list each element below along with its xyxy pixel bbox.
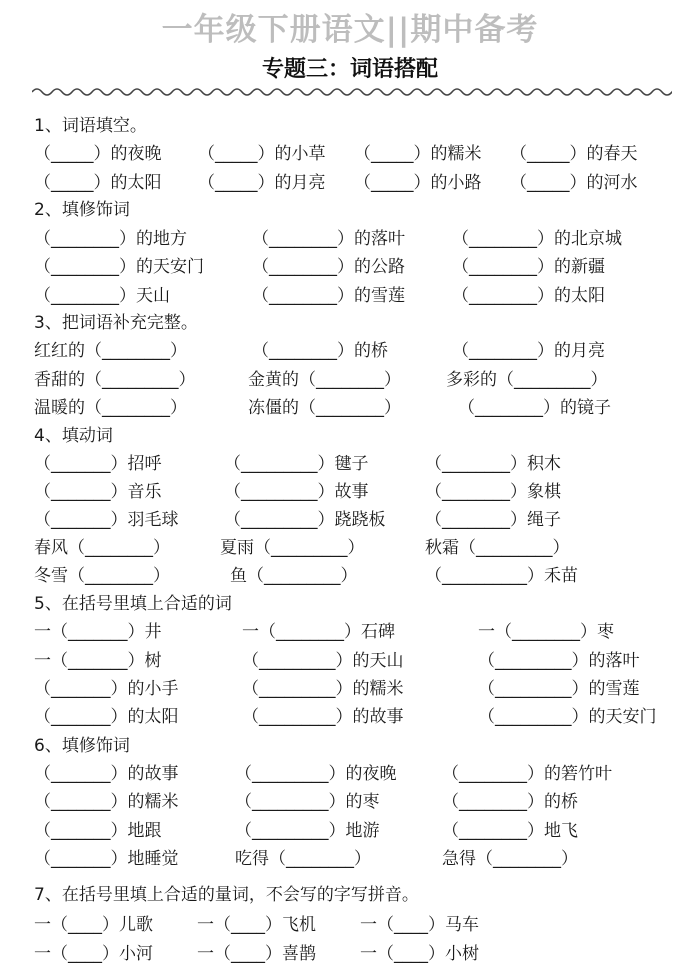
fill-blank-item: （________）积木 — [425, 454, 561, 474]
fill-blank-item: （________）的箬竹叶 — [442, 764, 612, 784]
fill-blank-item: 金黄的（________） — [248, 370, 401, 390]
fill-blank-item: （_________）的雪莲 — [478, 679, 640, 699]
fill-blank-item: （________）的公路 — [252, 257, 405, 277]
fill-blank-item: （_________）的故事 — [242, 707, 404, 727]
fill-blank-item: （_________）的糯米 — [242, 679, 404, 699]
fill-blank-item: （_____）的小草 — [198, 144, 326, 164]
section-heading: 4、填动词 — [34, 426, 113, 446]
fill-blank-item: 温暖的（________） — [34, 398, 187, 418]
fill-blank-item: （_________）的枣 — [235, 792, 380, 812]
fill-blank-item: （________）象棋 — [425, 482, 561, 502]
fill-blank-item: 春风（________） — [34, 538, 170, 558]
page-subtitle: 专题三：词语搭配 — [261, 57, 438, 82]
fill-blank-item: 一（____）小河 — [34, 944, 153, 964]
fill-blank-item: 一（____）喜鹊 — [197, 944, 316, 964]
fill-blank-item: （_______）羽毛球 — [34, 510, 179, 530]
fill-blank-item: 冻僵的（________） — [248, 398, 401, 418]
fill-blank-item: 吃得（________） — [235, 849, 371, 869]
fill-blank-item: 一（________）石碑 — [242, 622, 395, 642]
fill-blank-item: 一（_______）井 — [34, 622, 162, 642]
fill-blank-item: （_________）的天安门 — [478, 707, 657, 727]
fill-blank-item: （_________）的落叶 — [478, 651, 640, 671]
fill-blank-item: 急得（________） — [442, 849, 578, 869]
fill-blank-item: （__________）禾苗 — [425, 566, 578, 586]
fill-blank-item: （_____）的春天 — [510, 144, 638, 164]
fill-blank-item: 多彩的（_________） — [446, 370, 608, 390]
section-heading: 1、词语填空。 — [34, 116, 147, 136]
fill-blank-item: 一（________）枣 — [478, 622, 614, 642]
fill-blank-item: 一（____）马车 — [360, 915, 479, 935]
fill-blank-item: （_______）地睡觉 — [34, 849, 179, 869]
section-heading: 6、填修饰词 — [34, 736, 130, 756]
fill-blank-item: （_____）的月亮 — [198, 173, 326, 193]
fill-blank-item: 鱼（_________） — [230, 566, 358, 586]
fill-blank-item: （________）天山 — [34, 286, 170, 306]
fill-blank-item: （_______）的糯米 — [34, 792, 179, 812]
fill-blank-item: （________）的地方 — [34, 229, 187, 249]
fill-blank-item: （_________）跷跷板 — [224, 510, 386, 530]
fill-blank-item: （_____）的糯米 — [354, 144, 482, 164]
fill-blank-item: （________）地飞 — [442, 821, 578, 841]
fill-blank-item: （________）的太阳 — [452, 286, 605, 306]
fill-blank-item: 一（____）小树 — [360, 944, 479, 964]
fill-blank-item: （________）的落叶 — [252, 229, 405, 249]
fill-blank-item: （________）的桥 — [442, 792, 578, 812]
section-heading: 7、在括号里填上合适的量词，不会写的字写拼音。 — [34, 885, 419, 905]
fill-blank-item: （________）的北京城 — [452, 229, 622, 249]
fill-blank-item: （_____）的河水 — [510, 173, 638, 193]
fill-blank-item: （_________）毽子 — [224, 454, 369, 474]
fill-blank-item: 一（____）儿歌 — [34, 915, 153, 935]
fill-blank-item: （________）的雪莲 — [252, 286, 405, 306]
fill-blank-item: 夏雨（_________） — [220, 538, 365, 558]
fill-blank-item: （_________）的夜晚 — [235, 764, 397, 784]
fill-blank-item: 一（____）飞机 — [197, 915, 316, 935]
fill-blank-item: （_____）的夜晚 — [34, 144, 162, 164]
fill-blank-item: （_____）的小路 — [354, 173, 482, 193]
fill-blank-item: （_____）的太阳 — [34, 173, 162, 193]
fill-blank-item: （________）的新疆 — [452, 257, 605, 277]
fill-blank-item: （_______）地跟 — [34, 821, 162, 841]
fill-blank-item: （_______）的太阳 — [34, 707, 179, 727]
fill-blank-item: （________）的镜子 — [458, 398, 611, 418]
fill-blank-item: 冬雪（________） — [34, 566, 170, 586]
fill-blank-item: 秋霜（_________） — [425, 538, 570, 558]
fill-blank-item: （_______）招呼 — [34, 454, 162, 474]
fill-blank-item: （_______）的小手 — [34, 679, 179, 699]
fill-blank-item: 红红的（________） — [34, 341, 187, 361]
section-heading: 5、在括号里填上合适的词 — [34, 594, 232, 614]
fill-blank-item: （_______）音乐 — [34, 482, 162, 502]
fill-blank-item: 香甜的（_________） — [34, 370, 196, 390]
section-heading: 2、填修饰词 — [34, 200, 130, 220]
fill-blank-item: （_________）地游 — [235, 821, 380, 841]
fill-blank-item: （________）的天安门 — [34, 257, 204, 277]
fill-blank-item: （_______）的故事 — [34, 764, 179, 784]
section-heading: 3、把词语补充完整。 — [34, 313, 198, 333]
fill-blank-item: （________）绳子 — [425, 510, 561, 530]
fill-blank-item: （________）的月亮 — [452, 341, 605, 361]
fill-blank-item: 一（_______）树 — [34, 651, 162, 671]
fill-blank-item: （________）的桥 — [252, 341, 388, 361]
page-title: 一年级下册语文||期中备考 — [161, 12, 539, 48]
fill-blank-item: （_________）的天山 — [242, 651, 404, 671]
fill-blank-item: （_________）故事 — [224, 482, 369, 502]
